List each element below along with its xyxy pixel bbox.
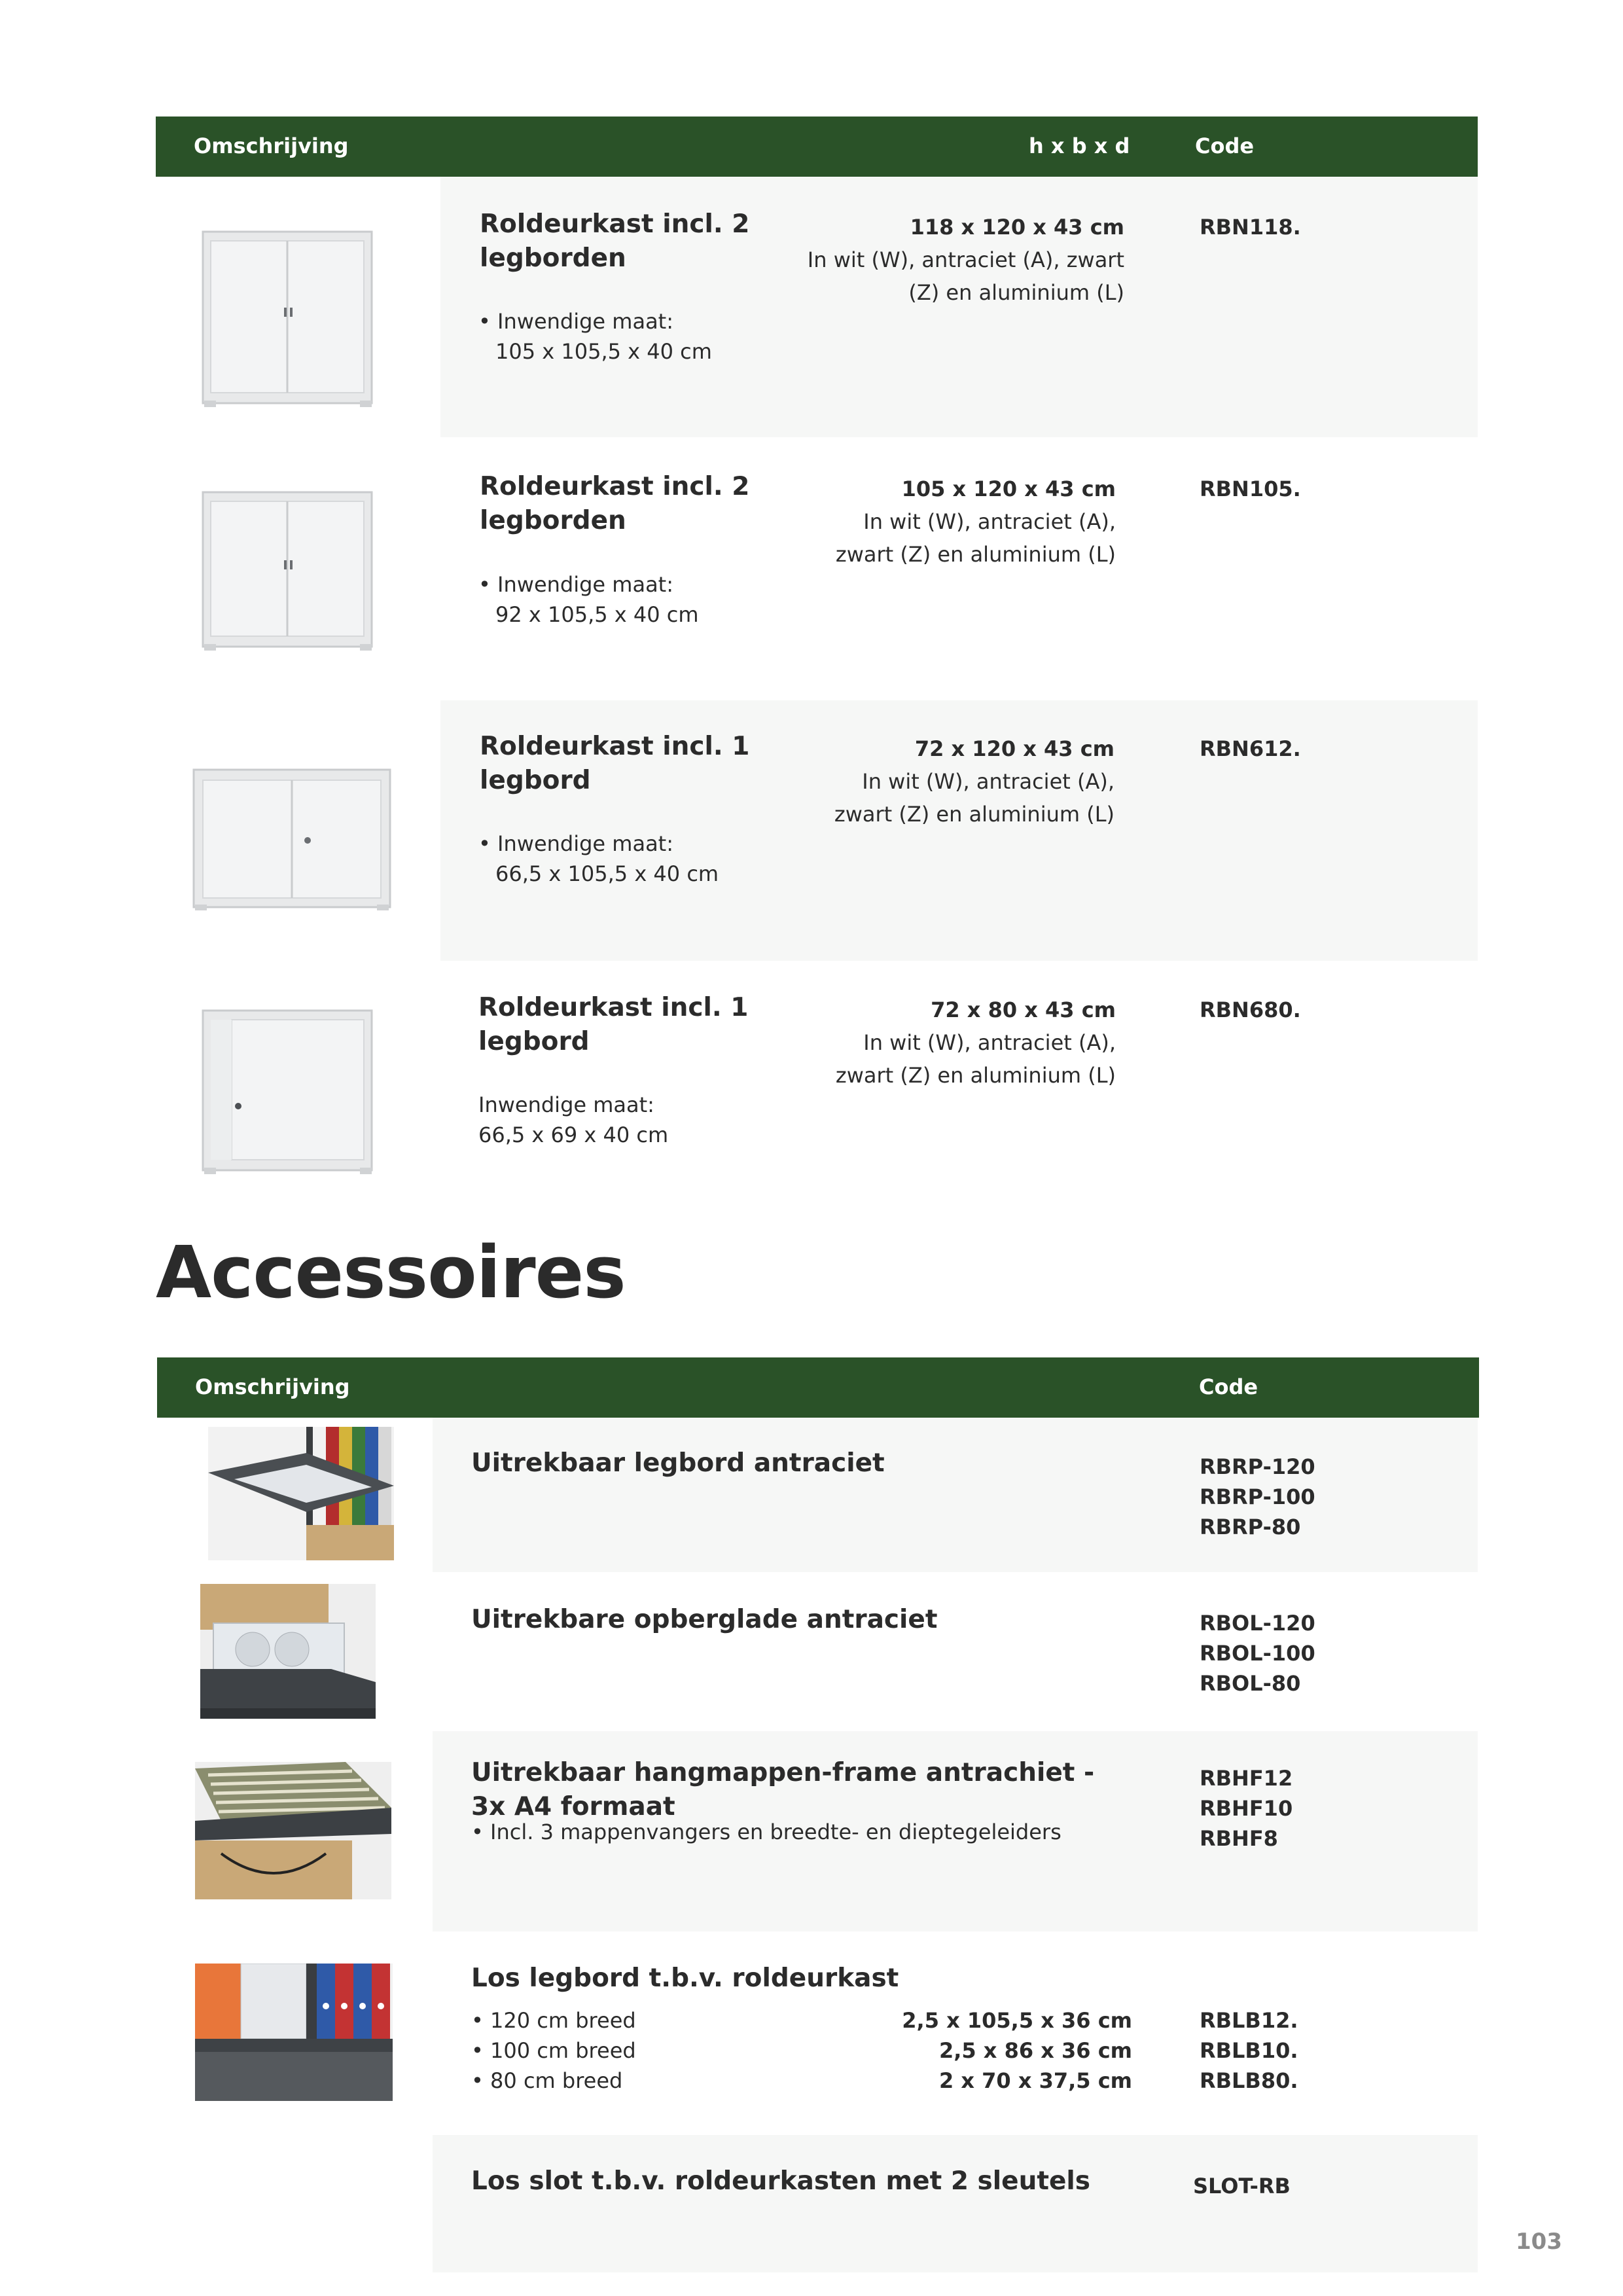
pull-out-shelf-image xyxy=(208,1427,394,1560)
accessory-codes: RBLB12. RBLB10. RBLB80. xyxy=(1200,2008,1298,2093)
shelf-dimensions: 2,5 x 105,5 x 36 cm 2,5 x 86 x 36 cm 2 x 70 x 37,5 cm xyxy=(902,2008,1132,2093)
page-number: 103 xyxy=(1516,2229,1562,2255)
product-title: Roldeurkast incl. 1 legbord xyxy=(478,993,749,1056)
col-desc-header: Omschrijving xyxy=(194,134,349,158)
table-header xyxy=(156,117,1478,177)
product-code: RBN118. xyxy=(1200,215,1301,240)
table-header xyxy=(157,1357,1479,1418)
accessory-codes: RBHF12 RBHF10 RBHF8 xyxy=(1200,1766,1293,1851)
col-code-header: Code xyxy=(1195,134,1255,158)
product-title: Roldeurkast incl. 1 legbord xyxy=(480,732,750,795)
accessory-note: • Incl. 3 mappenvangers en breedte- en dieptegeleiders xyxy=(471,1820,1061,1844)
product-note: Inwendige maat: 66,5 x 69 x 40 cm xyxy=(478,1092,669,1147)
row-background xyxy=(433,2135,1478,2272)
shelf-size-list: • 120 cm breed • 100 cm breed • 80 cm breed xyxy=(471,2008,636,2093)
pull-out-drawer-image xyxy=(200,1584,376,1719)
accessory-title: Uitrekbaar hangmappen-frame antrachiet - 3x A4 formaat xyxy=(471,1758,1095,1821)
accessory-title: Uitrekbare opberglade antraciet xyxy=(471,1605,938,1634)
section-title: Accessoires xyxy=(156,1230,626,1314)
product-dimensions: 72 x 80 x 43 cm In wit (W), antraciet (A), zwart (Z) en aluminium (L) xyxy=(835,997,1116,1088)
product-dimensions: 118 x 120 x 43 cm In wit (W), antraciet (A), zwart (Z) en aluminium (L) xyxy=(807,215,1124,305)
roller-cabinet-image xyxy=(191,767,394,912)
col-code-header: Code xyxy=(1199,1374,1258,1399)
product-title: Roldeurkast incl. 2 legborden xyxy=(480,472,750,535)
col-desc-header: Omschrijving xyxy=(195,1374,350,1399)
product-dimensions: 105 x 120 x 43 cm In wit (W), antraciet (A), zwart (Z) en aluminium (L) xyxy=(835,476,1116,567)
row-background xyxy=(433,1418,1478,1572)
product-note: • Inwendige maat: 92 x 105,5 x 40 cm xyxy=(478,572,699,627)
accessory-code: SLOT-RB xyxy=(1193,2174,1291,2198)
accessory-codes: RBRP-120 RBRP-100 RBRP-80 xyxy=(1200,1454,1315,1539)
product-title: Roldeurkast incl. 2 legborden xyxy=(480,209,750,273)
product-code: RBN105. xyxy=(1200,476,1301,501)
product-code: RBN680. xyxy=(1200,997,1301,1022)
product-dimensions: 72 x 120 x 43 cm In wit (W), antraciet (A), zwart (Z) en aluminium (L) xyxy=(834,736,1115,827)
accessory-codes: RBOL-120 RBOL-100 RBOL-80 xyxy=(1200,1611,1315,1696)
accessory-title: Los slot t.b.v. roldeurkasten met 2 sleutels xyxy=(471,2166,1091,2196)
product-code: RBN612. xyxy=(1200,736,1301,761)
roller-cabinet-image xyxy=(200,1008,378,1177)
col-dims-header: h x b x d xyxy=(1029,134,1130,158)
roller-cabinet-image xyxy=(200,490,378,653)
accessory-title: Uitrekbaar legbord antraciet xyxy=(471,1448,885,1478)
loose-shelf-image xyxy=(195,1964,393,2101)
hanging-file-frame-image xyxy=(195,1762,391,1899)
accessory-title: Los legbord t.b.v. roldeurkast xyxy=(471,1964,899,1993)
roller-cabinet-image xyxy=(200,229,378,409)
product-note: • Inwendige maat: 66,5 x 105,5 x 40 cm xyxy=(478,831,719,886)
product-note: • Inwendige maat: 105 x 105,5 x 40 cm xyxy=(478,309,712,364)
